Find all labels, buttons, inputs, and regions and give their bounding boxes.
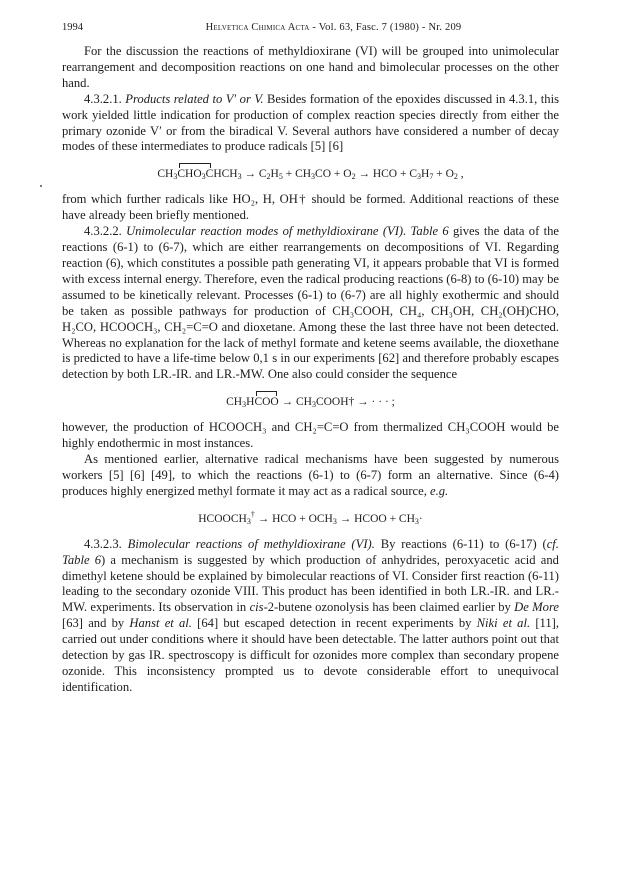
author-hanst: Hanst et al.: [129, 616, 192, 631]
section-title: Bimolecular reactions of methyldioxirane (VI).: [127, 536, 375, 551]
text-run: ) a mechanism is suggested by which production of anhydrides, peroxyacetic acid and dimethyl ketene should be explained by bimolecular reactions of VI. Consider first reaction (6-11) leading to the secondary ozonide VIII. This product has been identified in both LR.-IR. and LR.-MW. experiments. Its observation in: [62, 552, 559, 615]
equation-methyl-formate: $HCOOCH_3^\dagger$ → HCO + $OCH_3$ → HCOO + $CH_3\cdot$: [198, 509, 423, 526]
paragraph-radicals: from which further radicals like HO₂, H, OH† should be formed. Additional reactions of these have already been briefly mentioned.: [62, 192, 559, 223]
running-header: [62, 22, 559, 38]
margin-speck: [40, 185, 42, 187]
running-title: Helvetica Chimica Acta - Vol. 63, Fasc. 7 (1980) - Nr. 209: [205, 22, 462, 33]
journal-name: Helvetica Chimica Acta: [205, 22, 310, 33]
cis-prefix: cis: [249, 600, 264, 615]
paragraph-text: gives the data of the reactions (6-1) to (6-7), which are either rearrangements on decompositions of VI. Regarding reaction (6), which constitutes a possible path generating VI, it appears probable that VI is formed with excess internal energy. Therefore, even the radical producing reactions (6-8) to (6-10) may be assumed to be kinetically relevant. Processes (6-1) to (6-7) are all highly exothermic and should be taken as possible pathways for production of CH₃COOH, CH₄, CH₃OH, CH₂(OH)CHO, H₂CO, HCOOCH₃, CH₂=C=O and dioxetane. Among these the last three have not been detected. Whereas no explanation for the lack of methyl formate and ketene seems available, the dioxethane is predicted to have a life-time below 0,1 s in our experiments [62] and therefore probably escapes detection by both LR.-IR. and LR.-MW. One also could consider the sequence: [62, 224, 559, 382]
paragraph-endothermic: however, the production of HCOOCH₃ and CH₂=C=O from thermalized CH₃COOH would be highly endothermic in most instances.: [62, 420, 559, 451]
text-run: -2-butene ozonolysis has been claimed earlier by: [263, 600, 511, 615]
eg-abbrev: e.g.: [430, 483, 449, 498]
paragraph-intro: For the discussion the reactions of methyldioxirane (VI) will be grouped into unimolecular rearrangement and decomposition reactions on one hand and bimolecular processes on the other hand.: [62, 44, 559, 90]
equation-sequence: $CH_3HCOO$ → $CH_3COOH\dagger$ → · · · ;: [226, 396, 395, 410]
paragraph-4-3-2-1: [62, 92, 559, 156]
page-number: 1994: [62, 22, 83, 33]
paragraph-text: As mentioned earlier, alternative radical mechanisms have been suggested by numerous workers [5] [6] [49], to which the reactions (6-1) to (6-7) form an alternative. Since (6-4) produces highly energized methyl formate it may act as a radical source,: [62, 452, 559, 498]
text-run: By reactions (6-11) to (6-17) (: [380, 536, 547, 551]
page: [62, 22, 559, 696]
author-demore: De More: [514, 600, 559, 615]
paragraph-4-3-2-3: [62, 537, 559, 696]
section-number: 4.3.2.1.: [84, 91, 122, 106]
volume-info: Vol. 63, Fasc. 7 (1980) - Nr. 209: [318, 22, 462, 33]
paragraph-text: Besides formation of the epoxides discussed in 4.3.1, this work yielded little indication for production of complex reaction species directly from either the primary ozonide V′ or from the biradical V. Several authors have considered a number of decay modes of these intermediates to produce radicals [5] [6]: [62, 91, 559, 154]
section-title: Products related to V′ or V.: [125, 91, 264, 106]
section-number: 4.3.2.3.: [84, 536, 122, 551]
paragraph-4-3-2-2: [62, 224, 559, 383]
text-run: [11], carried out under conditions where it should have been detectable. The latter authors point out that detection by gas IR. spectroscopy is difficult for ozonides more complex than secondary propene ozonide. This inconsistency prompted us to devote considerable effort to unequivocal identification.: [62, 616, 559, 694]
cf-reference: cf. Table 6: [62, 536, 559, 567]
section-number: 4.3.2.2.: [84, 224, 122, 239]
section-title: Unimolecular reaction modes of methyldioxirane (VI).: [126, 224, 407, 239]
equation-radical-decay: $CH_3CHO_3CHCH_3 \to C_2H_5 + CH_3CO + O_2$ → HCO + $C_3H_7 + O_2$ ,: [157, 168, 464, 182]
table-reference: Table 6: [410, 224, 449, 239]
text-run: [64] but escaped detection in recent experiments by: [197, 616, 472, 631]
text-run: [63] and by: [62, 616, 125, 631]
paragraph-alternative: [62, 452, 559, 500]
author-niki: Niki et al.: [476, 616, 531, 631]
